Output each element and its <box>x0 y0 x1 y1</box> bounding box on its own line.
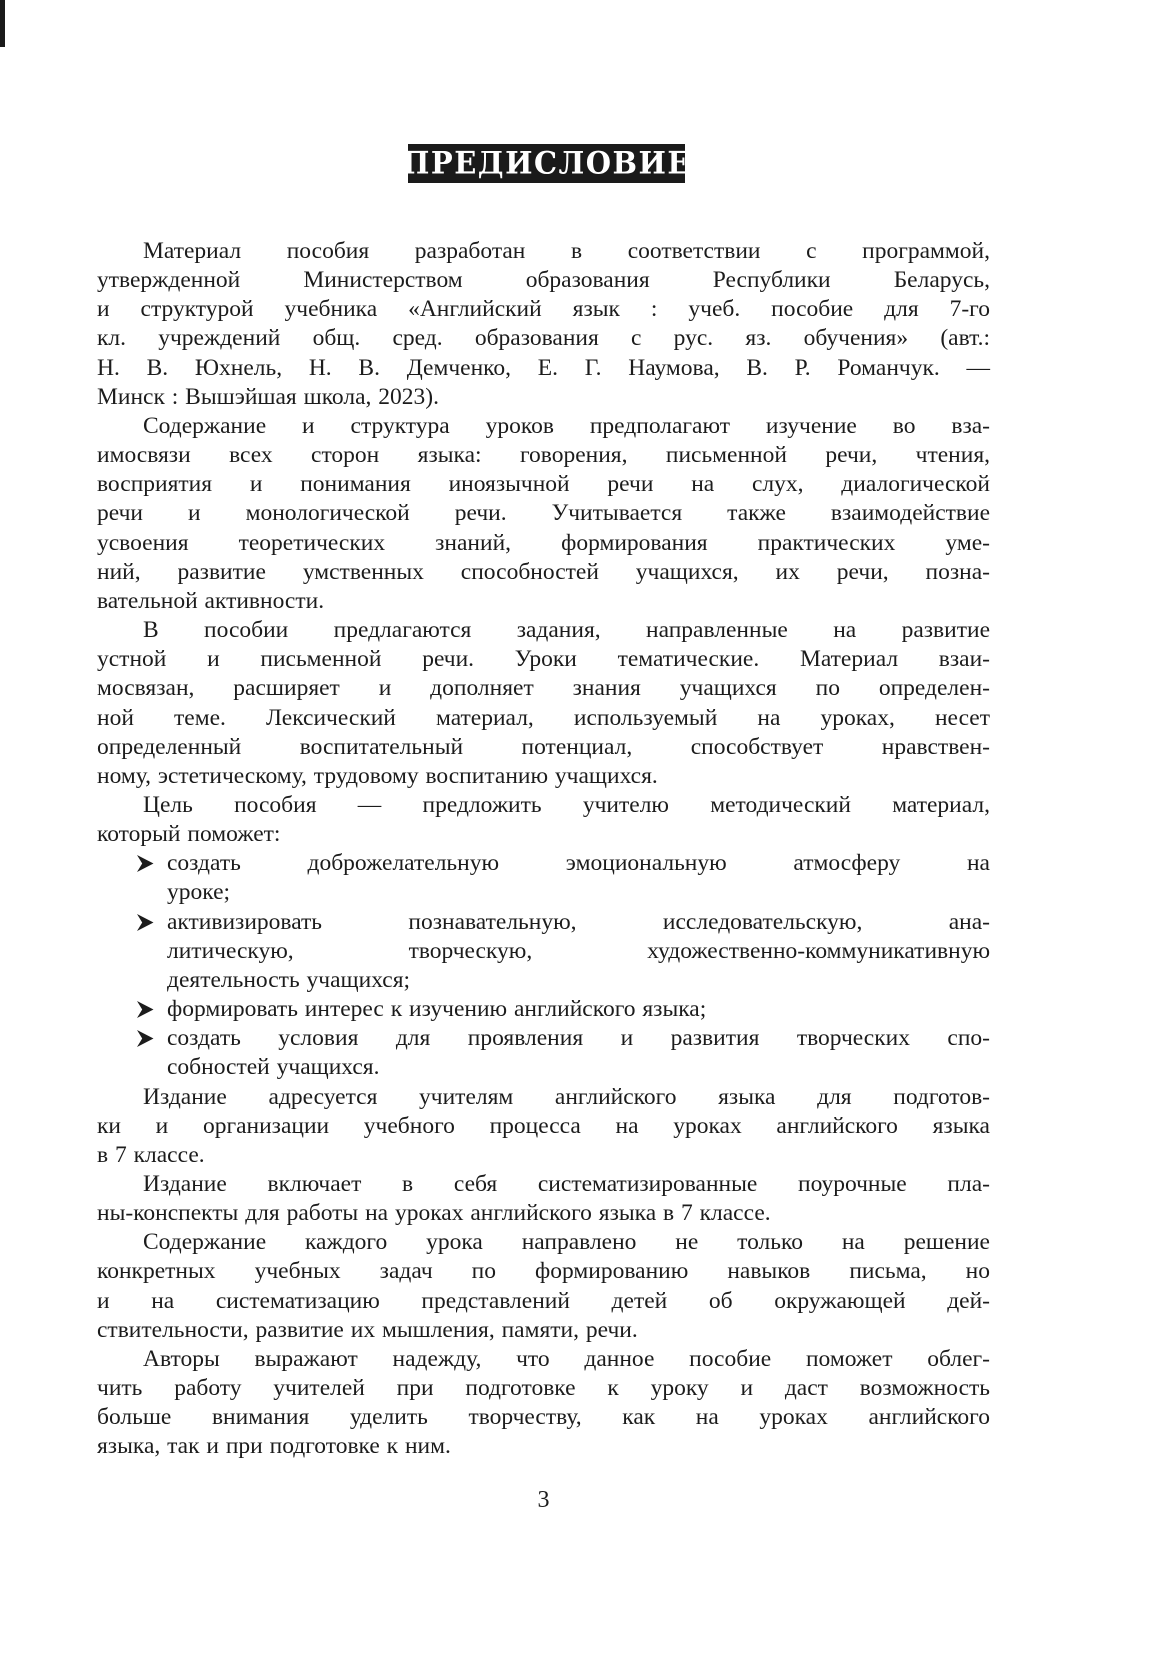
text-line: Содержание и структура уроков предполагают изучение во вза- <box>143 412 990 439</box>
arrow-bullet-icon <box>137 855 154 872</box>
text-line: определенный воспитательный потенциал, способствует нравствен- <box>97 733 990 760</box>
text-line: активизировать познавательную, исследовательскую, ана- <box>167 908 990 935</box>
text-line: усвоения теоретических знаний, формирования практических уме- <box>97 529 990 556</box>
text-line: утвержденной Министерством образования Республики Беларусь, <box>97 267 990 294</box>
list-item <box>97 849 990 907</box>
list-item <box>97 908 990 995</box>
text-line: ний, развитие умственных способностей учащихся, их речи, позна- <box>97 558 990 585</box>
page-title: ПРЕДИСЛОВИЕ <box>402 145 691 181</box>
paragraph <box>97 412 990 616</box>
text-line: ки и организации учебного процесса на уроках английского языка <box>97 1112 990 1139</box>
text-line: Минск : Вышэйшая школа, 2023). <box>97 383 439 410</box>
text-line: Авторы выражают надежду, что данное пособие поможет облег- <box>143 1345 990 1372</box>
arrow-bullet-icon <box>137 1001 154 1018</box>
paragraph <box>97 237 990 412</box>
text-line: Издание включает в себя систематизированные поурочные пла- <box>143 1171 990 1197</box>
text-line: вательной активности. <box>97 587 325 614</box>
arrow-bullet-icon <box>137 1030 154 1047</box>
text-line: собностей учащихся. <box>167 1054 380 1081</box>
text-line: языка, так и при подготовке к ним. <box>97 1433 451 1460</box>
text-line: Материал пособия разработан в соответствии с программой, <box>143 238 990 264</box>
text-line: чить работу учителей при подготовке к уроку и даст возможность <box>97 1375 990 1402</box>
page-number: 3 <box>537 1487 550 1513</box>
body-text <box>97 237 990 1462</box>
paragraph <box>97 1083 990 1170</box>
text-line: имосвязи всех сторон языка: говорения, письменной речи, чтения, <box>97 442 990 469</box>
paragraph <box>97 616 990 791</box>
bullet-list <box>97 849 990 1082</box>
text-line: ной теме. Лексический материал, используемый на уроках, несет <box>97 704 990 731</box>
text-line: Цель пособия — предложить учителю методический материал, <box>143 791 990 818</box>
text-line: восприятия и понимания иноязычной речи на слух, диалогической <box>97 471 990 498</box>
text-line: который поможет: <box>97 821 281 848</box>
paragraph <box>97 1228 990 1345</box>
title-banner <box>402 144 691 183</box>
text-line: Издание адресуется учителям английского языка для подготов- <box>143 1083 990 1110</box>
text-line: создать условия для проявления и развития творческих спо- <box>167 1025 990 1052</box>
text-line: мосвязан, расширяет и дополняет знания учащихся по определен- <box>97 675 990 702</box>
paragraph <box>97 1170 990 1228</box>
list-item <box>97 1024 990 1082</box>
text-line: Содержание каждого урока направлено не только на решение <box>143 1229 990 1256</box>
crop-mark <box>0 0 5 47</box>
arrow-bullet-icon <box>137 914 154 931</box>
text-line: В пособии предлагаются задания, направленные на развитие <box>143 617 990 644</box>
paragraph <box>97 1345 990 1462</box>
paragraph <box>97 791 990 849</box>
text-line: создать доброжелательную эмоциональную атмосферу на <box>167 850 990 877</box>
text-line: ствительности, развитие их мышления, памяти, речи. <box>97 1316 638 1343</box>
text-line: Н. В. Юхнель, Н. В. Демченко, Е. Г. Наумова, В. Р. Романчук. — <box>97 354 990 381</box>
text-line: уроке; <box>167 879 231 906</box>
text-line: и на систематизацию представлений детей об окружающей дей- <box>97 1287 990 1314</box>
text-line: конкретных учебных задач по формированию навыков письма, но <box>97 1258 990 1285</box>
text-line: кл. учреждений общ. сред. образования с рус. яз. обучения» (авт.: <box>97 325 990 352</box>
text-line: и структурой учебника «Английский язык : учеб. пособие для 7-го <box>97 296 990 323</box>
text-line: формировать интерес к изучению английского языка; <box>167 996 707 1023</box>
text-line: устной и письменной речи. Уроки тематические. Материал взаи- <box>97 646 990 673</box>
text-line: больше внимания уделить творчеству, как на уроках английского <box>97 1404 990 1431</box>
text-line: деятельность учащихся; <box>167 966 411 993</box>
text-line: ному, эстетическому, трудовому воспитанию учащихся. <box>97 762 658 789</box>
text-line: речи и монологической речи. Учитывается также взаимодействие <box>97 500 990 527</box>
text-line: в 7 классе. <box>97 1141 205 1168</box>
text-line: ны-конспекты для работы на уроках английского языка в 7 классе. <box>97 1200 771 1227</box>
list-item <box>97 995 990 1024</box>
text-line: литическую, творческую, художественно-коммуникативную <box>167 937 990 964</box>
